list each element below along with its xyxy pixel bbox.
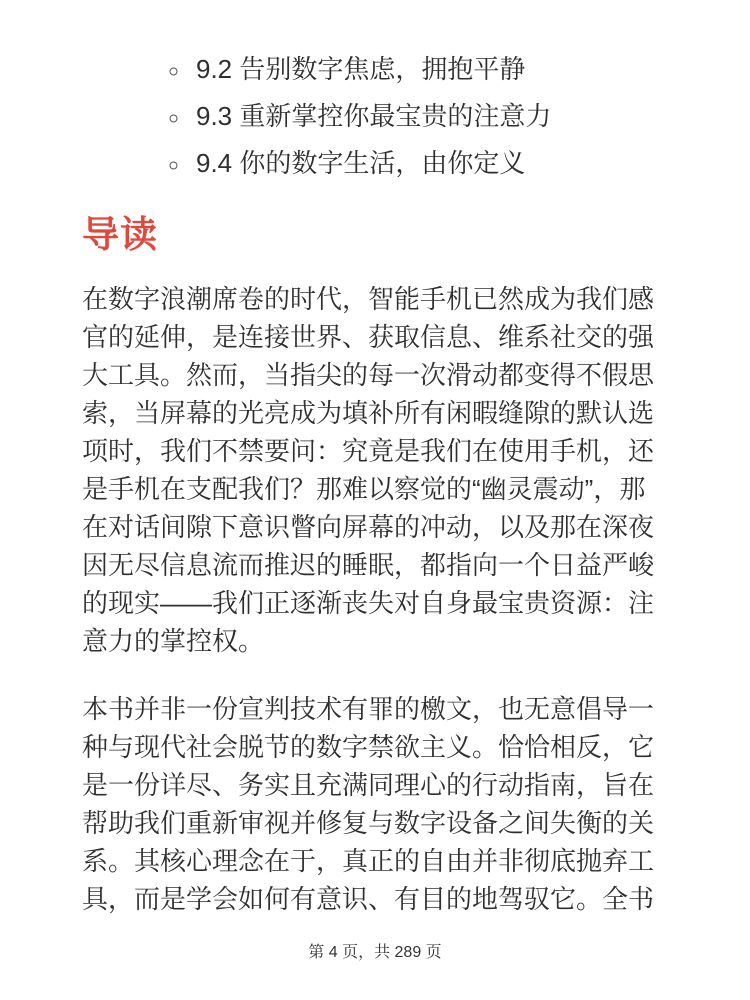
intro-paragraph-1: 在数字浪潮席卷的时代，智能手机已然成为我们感官的延伸，是连接世界、获取信息、维系社交的强大工具。然而，当指尖的每一次滑动都变得不假思索，当屏幕的光亮成为填补所有闲暇缝隙的默认选项时，我们不禁要问：究竟是我们在使用手机，还是手机在支配我们？那难以察觉的“幽灵震动”，那在对话间隙下意识瞥向屏幕的冲动，以及那在深夜因无尽信息流而推迟的睡眠，都指向一个日益严峻的现实——我们正逐渐丧失对自身最宝贵资源：注意力的掌控权。 bbox=[82, 284, 655, 656]
page-indicator: 第 4 页，共 289 页 bbox=[308, 944, 442, 961]
intro-paragraph-2: 本书并非一份宣判技术有罪的檄文，也无意倡导一种与现代社会脱节的数字禁欲主义。恰恰相反，它是一份详尽、务实且充满同理心的行动指南，旨在帮助我们重新审视并修复与数字设备之间失衡的关系。其核心理念在于，真正的自由并非彻底抛弃工具，而是学会如何有意识、有目的地驾驭它。全书 bbox=[82, 694, 655, 914]
toc-item-9-3: ◦ 9.3 重新掌控你最宝贵的注意力 bbox=[190, 93, 668, 140]
toc-item-9-2: ◦ 9.2 告别数字焦虑，拥抱平静 bbox=[190, 46, 668, 93]
toc-list bbox=[82, 46, 668, 187]
page-footer bbox=[0, 942, 750, 964]
toc-item-9-4: ◦ 9.4 你的数字生活，由你定义 bbox=[190, 140, 668, 187]
section-heading: 导读 bbox=[82, 214, 158, 255]
